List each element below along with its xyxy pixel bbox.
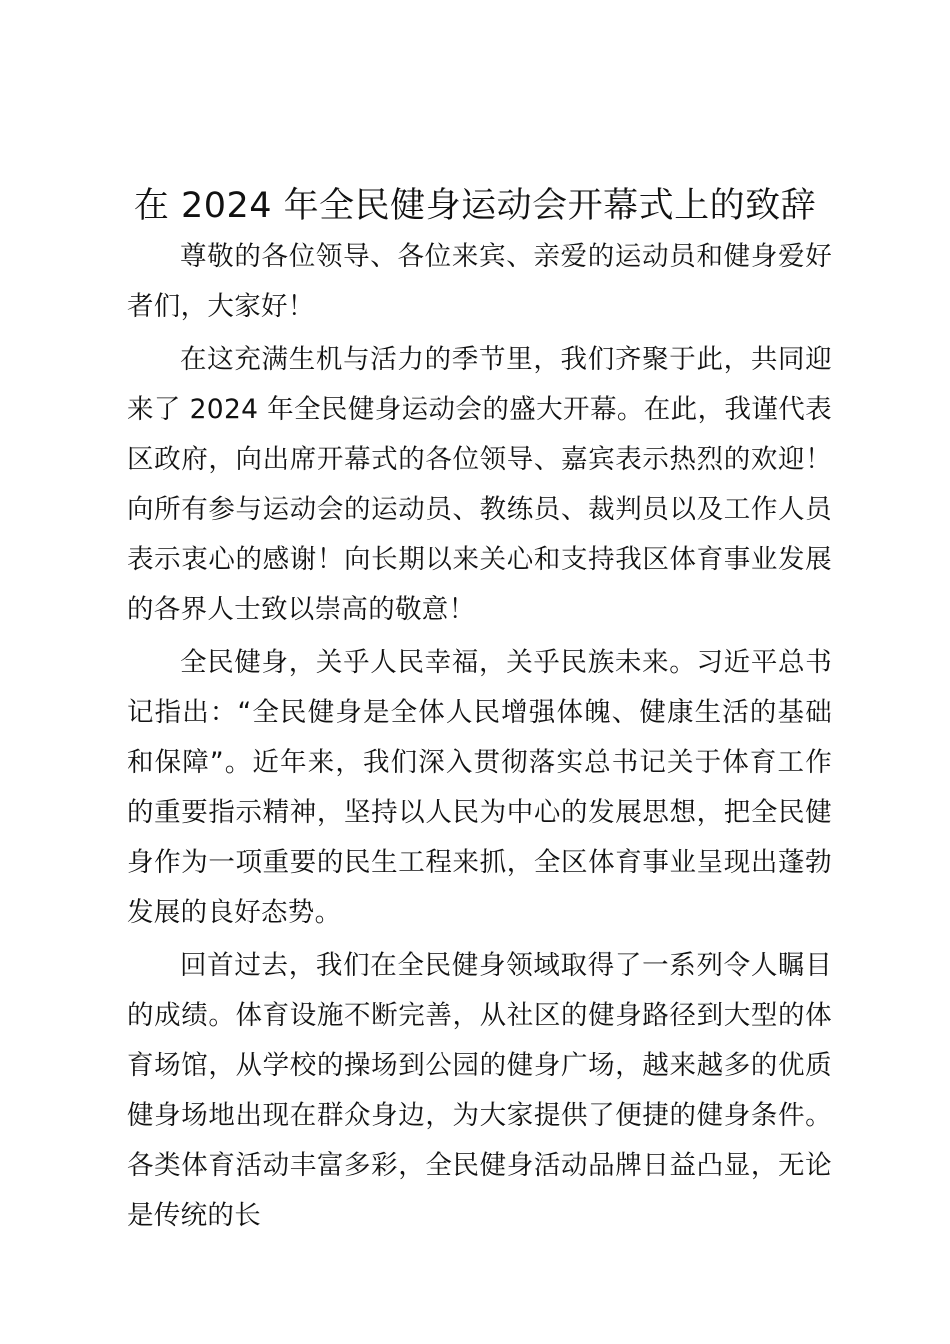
paragraph-fitness-significance: 全民健身，关乎人民幸福，关乎民族未来。习近平总书记指出：“全民健身是全体人民增强体魄、健康生活的基础和保障”。近年来，我们深入贯彻落实总书记关于体育工作的重要指示精神，坚持以人民为中心的发展思想，把全民健身作为一项重要的民生工程来抓，全区体育事业呈现出蓬勃发展的良好态势。 xyxy=(127,647,832,928)
document-body xyxy=(127,232,832,1241)
paragraph-achievements: 回首过去，我们在全民健身领域取得了一系列令人瞩目的成绩。体育设施不断完善，从社区的健身路径到大型的体育场馆，从学校的操场到公园的健身广场，越来越多的优质健身场地出现在群众身边，为大家提供了便捷的健身条件。各类体育活动丰富多彩，全民健身活动品牌日益凸显，无论是传统的长 xyxy=(127,950,832,1231)
document-title: 在 2024 年全民健身运动会开幕式上的致辞 xyxy=(133,186,817,226)
paragraph-welcome: 在这充满生机与活力的季节里，我们齐聚于此，共同迎来了 2024 年全民健身运动会的盛大开幕。在此，我谨代表区政府，向出席开幕式的各位领导、嘉宾表示热烈的欢迎！向所有参与运动会的运动员、教练员、裁判员以及工作人员表示衷心的感谢！向长期以来关心和支持我区体育事业发展的各界人士致以崇高的敬意！ xyxy=(127,344,832,625)
paragraph-greeting: 尊敬的各位领导、各位来宾、亲爱的运动员和健身爱好者们，大家好！ xyxy=(127,241,832,322)
